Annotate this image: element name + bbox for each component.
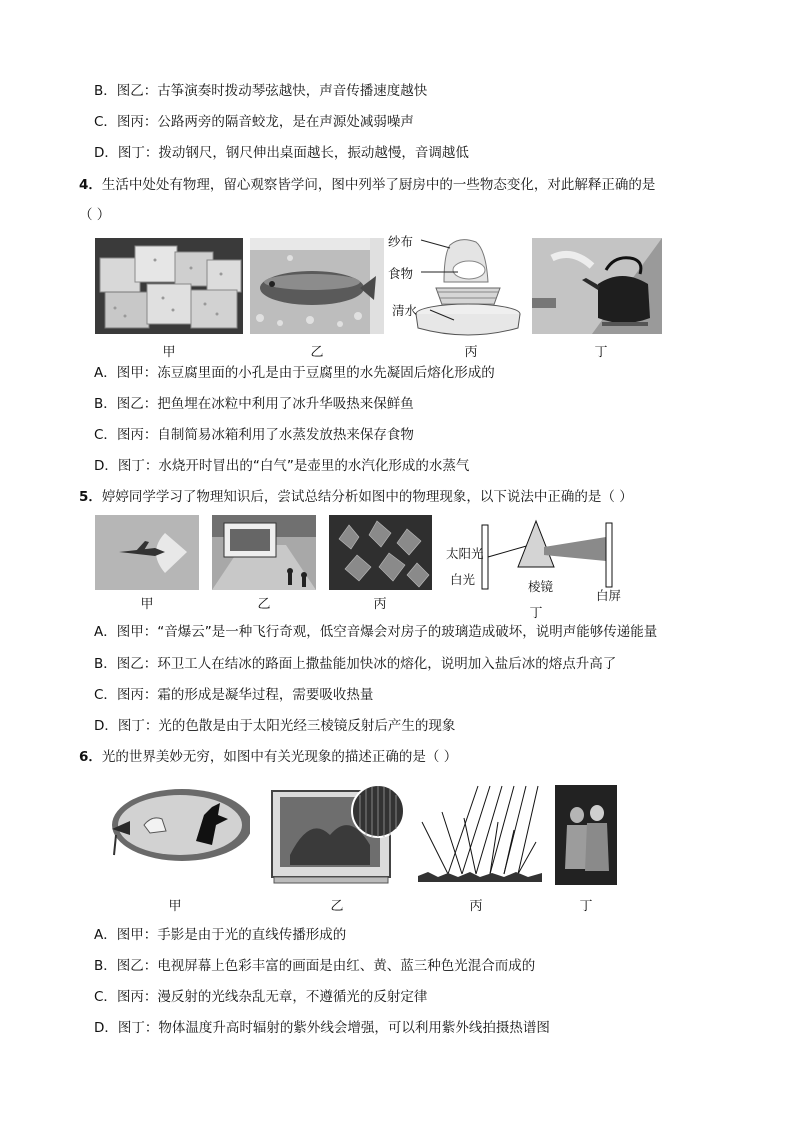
option-letter: D． xyxy=(94,718,118,734)
sonic-boom-photo xyxy=(95,515,199,590)
prism-label: 棱镜 xyxy=(528,579,554,594)
q6-stem xyxy=(79,748,457,766)
thermal-image-photo xyxy=(555,785,617,885)
q4-answer-blank: （ ） xyxy=(79,207,111,223)
q5-option-b xyxy=(94,655,616,673)
option-text: 图丙：自制简易冰箱利用了水蒸发放热来保存食物 xyxy=(116,427,414,443)
option-letter: B． xyxy=(94,958,117,974)
question-number: 5． xyxy=(79,489,102,505)
sunlight-label: 太阳光 xyxy=(446,546,484,561)
option-letter: D． xyxy=(94,145,118,161)
hand-shadow-photo xyxy=(100,785,250,865)
option-letter: D． xyxy=(94,1020,118,1036)
option-letter: B． xyxy=(94,83,117,99)
option-text: 图丁：拨动钢尺，钢尺伸出桌面越长，振动越慢，音调越低 xyxy=(117,145,469,161)
q5-stem xyxy=(79,488,633,506)
q3-option-d xyxy=(94,144,469,162)
option-letter: A． xyxy=(94,624,117,640)
option-letter: B． xyxy=(94,396,117,412)
figure-caption-ding: 丁 xyxy=(594,345,608,360)
figure-caption-yi: 乙 xyxy=(257,597,271,612)
figure-caption-bing: 丙 xyxy=(469,899,483,914)
frozen-tofu-photo xyxy=(95,238,243,334)
q4-stem xyxy=(79,176,655,194)
option-letter: A． xyxy=(94,927,117,943)
option-letter: C． xyxy=(94,427,117,443)
option-text: 图甲：手影是由于光的直线传播形成的 xyxy=(116,927,347,943)
boiling-kettle-photo xyxy=(532,238,662,334)
option-text: 图乙：环卫工人在结冰的路面上撒盐能加快冰的熔化，说明加入盐后冰的熔点升高了 xyxy=(116,656,617,672)
q6-option-a xyxy=(94,926,346,944)
question-text: 生活中处处有物理，留心观察皆学问，图中列举了厨房中的一些物态变化，对此解释正确的是 xyxy=(101,177,656,193)
q4-option-a xyxy=(94,364,495,382)
q6-option-d xyxy=(94,1019,550,1037)
option-letter: C． xyxy=(94,687,117,703)
water-label: 清水 xyxy=(392,303,418,318)
figure-caption-jia: 甲 xyxy=(162,345,176,360)
option-text: 图甲：“音爆云”是一种飞行奇观，低空音爆会对房子的玻璃造成破坏，说明声能够传递能量 xyxy=(116,624,658,640)
option-text: 图丙：公路两旁的隔音蛟龙，是在声源处减弱噪声 xyxy=(116,114,414,130)
q5-option-a xyxy=(94,623,657,641)
figure-caption-yi: 乙 xyxy=(310,345,324,360)
option-text: 图丁：光的色散是由于太阳光经三棱镜反射后产生的现象 xyxy=(117,718,456,734)
option-text: 图丁：物体温度升高时辐射的紫外线会增强，可以利用紫外线拍摄热谱图 xyxy=(117,1020,550,1036)
option-letter: D． xyxy=(94,458,118,474)
q5-option-c xyxy=(94,686,373,704)
option-text: 图乙：把鱼埋在冰粒中利用了冰升华吸热来保鲜鱼 xyxy=(116,396,414,412)
figure-caption-yi: 乙 xyxy=(330,899,344,914)
figure-caption-jia: 甲 xyxy=(140,597,154,612)
question-text: 光的世界美妙无穷，如图中有关光现象的描述正确的是（ ） xyxy=(101,749,458,765)
option-letter: A． xyxy=(94,365,117,381)
option-text: 图丙：霜的形成是凝华过程，需要吸收热量 xyxy=(116,687,374,703)
question-number: 4． xyxy=(79,177,102,193)
food-label: 食物 xyxy=(388,266,414,281)
figure-caption-ding: 丁 xyxy=(529,606,543,621)
figure-caption-jia: 甲 xyxy=(168,899,182,914)
option-text: 图乙：电视屏幕上色彩丰富的画面是由红、黄、蓝三种色光混合而成的 xyxy=(116,958,536,974)
q3-option-c xyxy=(94,113,414,131)
q3-option-b xyxy=(94,82,427,100)
diffuse-reflection-diagram xyxy=(418,782,544,890)
q5-option-d xyxy=(94,717,455,735)
figure-caption-bing: 丙 xyxy=(373,597,387,612)
option-text: 图丙：漫反射的光线杂乱无章，不遵循光的反射定律 xyxy=(116,989,428,1005)
option-text: 图丁：水烧开时冒出的“白气”是壶里的水汽化形成的水蒸气 xyxy=(117,458,470,474)
salt-on-ice-photo xyxy=(212,515,316,590)
figure-caption-bing: 丙 xyxy=(464,345,478,360)
white-light-label: 白光 xyxy=(450,572,476,587)
tv-screen-photo xyxy=(270,785,408,885)
option-text: 图甲：冻豆腐里面的小孔是由于豆腐里的水先凝固后熔化形成的 xyxy=(116,365,495,381)
option-text: 图乙：古筝演奏时拨动琴弦越快，声音传播速度越快 xyxy=(116,83,428,99)
white-screen-label: 白屏 xyxy=(596,588,622,603)
question-number: 6． xyxy=(79,749,102,765)
question-text: 婷婷同学学习了物理知识后，尝试总结分析如图中的物理现象，以下说法中正确的是（ ） xyxy=(101,489,633,505)
option-letter: C． xyxy=(94,114,117,130)
q6-option-c xyxy=(94,988,427,1006)
gauze-label: 纱布 xyxy=(388,234,414,249)
q4-option-c xyxy=(94,426,414,444)
q4-option-b xyxy=(94,395,414,413)
option-letter: C． xyxy=(94,989,117,1005)
fish-on-ice-photo xyxy=(250,238,384,334)
q4-option-d xyxy=(94,457,469,475)
option-letter: B． xyxy=(94,656,117,672)
q6-option-b xyxy=(94,957,535,975)
figure-caption-ding: 丁 xyxy=(579,899,593,914)
frost-leaves-photo xyxy=(329,515,432,590)
